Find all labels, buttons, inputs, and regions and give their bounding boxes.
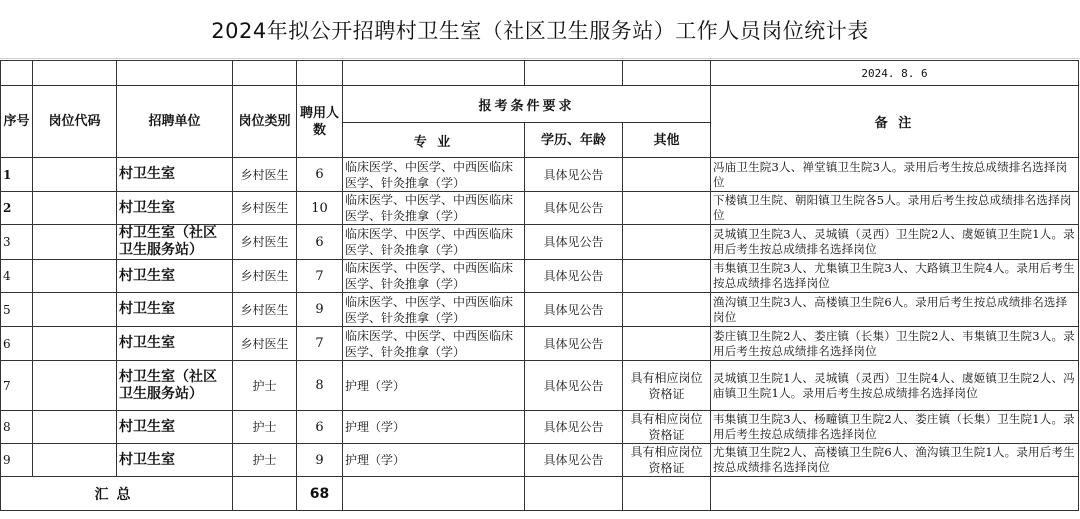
- row-count: 7: [297, 260, 343, 293]
- row-major: 临床医学、中医学、中西医临床医学、针灸推拿（学）: [343, 158, 525, 192]
- header-remarks: 备 注: [711, 86, 1079, 158]
- row-count: 6: [297, 225, 343, 260]
- row-education: 具体见公告: [525, 327, 623, 361]
- row-index: 6: [1, 327, 33, 361]
- row-category: 护士: [233, 444, 297, 477]
- row-other: 具有相应岗位资格证: [623, 361, 711, 411]
- row-other: [623, 293, 711, 327]
- row-category: 乡村医生: [233, 225, 297, 260]
- row-code: [33, 327, 117, 361]
- row-remarks: 韦集镇卫生院3人、杨疃镇卫生院2人、娄庄镇（长集）卫生院1人。录用后考生按总成绩排名选择岗位: [711, 411, 1079, 444]
- table-row: [1, 260, 1079, 293]
- row-other: 具有相应岗位资格证: [623, 411, 711, 444]
- row-education: 具体见公告: [525, 158, 623, 192]
- row-count: 9: [297, 444, 343, 477]
- row-other: [623, 192, 711, 225]
- row-major: 临床医学、中医学、中西医临床医学、针灸推拿（学）: [343, 327, 525, 361]
- row-count: 10: [297, 192, 343, 225]
- row-education: 具体见公告: [525, 361, 623, 411]
- row-unit: 村卫生室: [117, 260, 233, 293]
- header-major: 专 业: [343, 123, 525, 158]
- row-count: 7: [297, 327, 343, 361]
- row-education: 具体见公告: [525, 411, 623, 444]
- row-count: 8: [297, 361, 343, 411]
- row-education: 具体见公告: [525, 293, 623, 327]
- row-other: [623, 225, 711, 260]
- row-code: [33, 361, 117, 411]
- row-major: 临床医学、中医学、中西医临床医学、针灸推拿（学）: [343, 225, 525, 260]
- row-major: 临床医学、中医学、中西医临床医学、针灸推拿（学）: [343, 293, 525, 327]
- row-unit: 村卫生室: [117, 327, 233, 361]
- row-unit: 村卫生室（社区卫生服务站）: [117, 225, 233, 260]
- row-major: 护理（学）: [343, 411, 525, 444]
- row-other: [623, 158, 711, 192]
- date-label: 2024. 8. 6: [711, 61, 1079, 86]
- header-requirements: 报考条件要求: [343, 86, 711, 123]
- header-category: 岗位类别: [233, 86, 297, 158]
- title-divider: [0, 58, 1080, 59]
- row-other: [623, 327, 711, 361]
- row-remarks: 灵城镇卫生院3人、灵城镇（灵西）卫生院2人、虞姬镇卫生院1人。录用后考生按总成绩排名选择岗位: [711, 225, 1079, 260]
- table-row: [1, 444, 1079, 477]
- row-remarks: 渔沟镇卫生院3人、高楼镇卫生院6人。录用后考生按总成绩排名选择岗位: [711, 293, 1079, 327]
- row-count: 6: [297, 158, 343, 192]
- row-index: 7: [1, 361, 33, 411]
- row-category: 护士: [233, 411, 297, 444]
- row-unit: 村卫生室（社区卫生服务站）: [117, 361, 233, 411]
- row-index: 2: [1, 192, 33, 225]
- row-major: 护理（学）: [343, 361, 525, 411]
- row-code: [33, 411, 117, 444]
- row-remarks: 韦集镇卫生院3人、尤集镇卫生院3人、大路镇卫生院4人。录用后考生按总成绩排名选择岗位: [711, 260, 1079, 293]
- row-other: 具有相应岗位资格证: [623, 444, 711, 477]
- header-other: 其他: [623, 123, 711, 158]
- header-education: 学历、年龄: [525, 123, 623, 158]
- header-code: 岗位代码: [33, 86, 117, 158]
- row-index: 8: [1, 411, 33, 444]
- row-code: [33, 192, 117, 225]
- row-index: 5: [1, 293, 33, 327]
- date-row: [1, 61, 1079, 86]
- row-major: 护理（学）: [343, 444, 525, 477]
- header-unit: 招聘单位: [117, 86, 233, 158]
- row-index: 1: [1, 158, 33, 192]
- table-row: [1, 293, 1079, 327]
- row-education: 具体见公告: [525, 444, 623, 477]
- row-code: [33, 444, 117, 477]
- table-row: [1, 158, 1079, 192]
- table-row: [1, 361, 1079, 411]
- row-category: 乡村医生: [233, 260, 297, 293]
- header-row-1: [1, 86, 1079, 123]
- row-index: 3: [1, 225, 33, 260]
- table-row: [1, 225, 1079, 260]
- total-label: 汇总: [1, 477, 233, 511]
- row-unit: 村卫生室: [117, 158, 233, 192]
- row-unit: 村卫生室: [117, 192, 233, 225]
- row-category: 乡村医生: [233, 158, 297, 192]
- row-unit: 村卫生室: [117, 444, 233, 477]
- row-count: 6: [297, 411, 343, 444]
- header-index: 序号: [1, 86, 33, 158]
- row-index: 9: [1, 444, 33, 477]
- row-category: 乡村医生: [233, 192, 297, 225]
- total-row: [1, 477, 1079, 511]
- row-remarks: 下楼镇卫生院、朝阳镇卫生院各5人。录用后考生按总成绩排名选择岗位: [711, 192, 1079, 225]
- recruitment-table: [0, 60, 1079, 511]
- row-category: 乡村医生: [233, 293, 297, 327]
- row-education: 具体见公告: [525, 260, 623, 293]
- row-remarks: 灵城镇卫生院1人、灵城镇（灵西）卫生院4人、虞姬镇卫生院2人、冯庙镇卫生院1人。录用后考生按总成绩排名选择岗位: [711, 361, 1079, 411]
- row-education: 具体见公告: [525, 192, 623, 225]
- row-remarks: 尤集镇卫生院2人、高楼镇卫生院6人、渔沟镇卫生院1人。录用后考生按总成绩排名选择岗位: [711, 444, 1079, 477]
- row-other: [623, 260, 711, 293]
- row-code: [33, 225, 117, 260]
- table-row: [1, 327, 1079, 361]
- row-category: 护士: [233, 361, 297, 411]
- row-count: 9: [297, 293, 343, 327]
- row-category: 乡村医生: [233, 327, 297, 361]
- row-major: 临床医学、中医学、中西医临床医学、针灸推拿（学）: [343, 192, 525, 225]
- header-count: 聘用人数: [297, 86, 343, 158]
- row-code: [33, 260, 117, 293]
- row-unit: 村卫生室: [117, 293, 233, 327]
- total-count: 68: [297, 477, 343, 511]
- row-index: 4: [1, 260, 33, 293]
- page-title: 2024年拟公开招聘村卫生室（社区卫生服务站）工作人员岗位统计表: [211, 19, 869, 43]
- table-row: [1, 192, 1079, 225]
- row-code: [33, 293, 117, 327]
- row-major: 临床医学、中医学、中西医临床医学、针灸推拿（学）: [343, 260, 525, 293]
- row-remarks: 冯庙卫生院3人、禅堂镇卫生院3人。录用后考生按总成绩排名选择岗位: [711, 158, 1079, 192]
- row-remarks: 娄庄镇卫生院2人、娄庄镇（长集）卫生院2人、韦集镇卫生院3人。录用后考生按总成绩排名选择岗位: [711, 327, 1079, 361]
- row-unit: 村卫生室: [117, 411, 233, 444]
- table-row: [1, 411, 1079, 444]
- row-education: 具体见公告: [525, 225, 623, 260]
- table-body: [1, 158, 1079, 477]
- row-code: [33, 158, 117, 192]
